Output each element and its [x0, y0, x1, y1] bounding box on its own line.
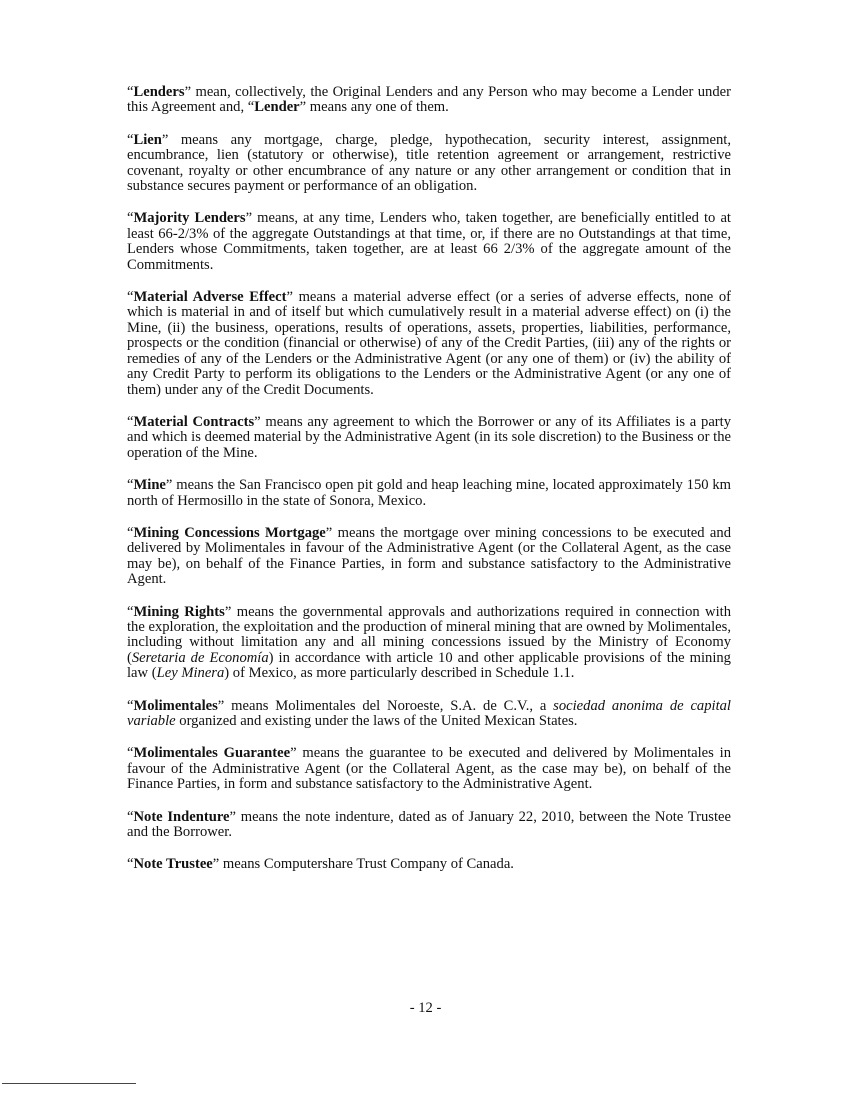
definition-mining-rights: “Mining Rights” means the governmental approvals and authorizations required in connection with the exploration, the exploitation and the production of mineral mining that are owned by Molimentales, including without limitation any and all mining concessions issued by the Ministry of Economy (Seretaria de Economía) in accordance with article 10 and other applicable provisions of the mining law (Ley Minera) of Mexico, as more particularly described in Schedule 1.1.: [127, 603, 731, 682]
definition-text: ) in accordance with article 10 and other applicable provisions of the mining law (: [127, 649, 731, 682]
defined-term: Material Contracts: [133, 413, 255, 430]
definition-molimentales: “Molimentales” means Molimentales del Noroeste, S.A. de C.V., a sociedad anonima de capital variable organized and existing under the laws of the United Mexican States.: [127, 697, 731, 729]
defined-term: Lenders: [133, 84, 185, 100]
definition-italic-text: sociedad anonima de capital variable: [127, 697, 731, 729]
definition-mine: “Mine” means the San Francisco open pit gold and heap leaching mine, located approximately 150 km north of Hermosillo in the state of Sonora, Mexico.: [127, 477, 731, 509]
definition-text: means the note indenture, dated as of January 22, 2010, between the Note Trustee and the Borrower.: [127, 808, 731, 841]
definition-text: means any agreement to which the Borrower or any of its Affiliates is a party and which is deemed material by the Administrative Agent (in its sole discretion) to the Business or the operation of the Mine.: [127, 413, 732, 461]
definition-text: means the mortgage over mining concessions to be executed and delivered by Molimentales in favour of the Administrative Agent (or the Collateral Agent, as the case may be), on behalf of the Finance Parties, in form and substance satisfactory to the Administrative Agent.: [127, 524, 731, 588]
defined-term: Mining Rights: [133, 603, 225, 620]
defined-term: Mine: [133, 477, 166, 494]
definition-italic-text: Seretaria de Economía: [131, 649, 269, 666]
definition-text: means any mortgage, charge, pledge, hypothecation, security interest, assignment, encumbrance, lien (statutory or otherwise), title retention agreement or arrangement, restrictive covenant, royalty or other encumbrance of any nature or any other arrangement or condition that in substance secures payment or performance of an obligation.: [127, 131, 731, 195]
defined-term: Note Trustee: [133, 856, 213, 873]
definition-text: means, at any time, Lenders who, taken together, are beneficially entitled to at least 66-2/3% of the aggregate Outstandings at that time, or, if there are no Outstandings at that time, Lenders whose Commitments, taken together, are at least 66 2/3% of the aggregate amount of the Commitments.: [127, 210, 731, 273]
definition-lenders: “Lenders” mean, collectively, the Original Lenders and any Person who may become a Lender under this Agreement and, “Lender” means any one of them.: [127, 84, 731, 116]
definition-italic-text: Ley Minera: [156, 665, 225, 682]
footer-rule: [2, 1083, 136, 1084]
defined-term: Mining Concessions Mortgage: [133, 524, 326, 541]
definition-text: means the San Francisco open pit gold and heap leaching mine, located approximately 150 km north of Hermosillo in the state of Sonora, Mexico.: [127, 477, 731, 509]
defined-term: Note Indenture: [133, 808, 230, 825]
definition-note-indenture: “Note Indenture” means the note indenture, dated as of January 22, 2010, between the Note Trustee and the Borrower.: [127, 808, 731, 841]
page-number: - 12 -: [409, 1000, 442, 1016]
definition-mining-concessions-mortgage: “Mining Concessions Mortgage” means the mortgage over mining concessions to be executed and delivered by Molimentales in favour of the Administrative Agent (or the Collateral Agent, as the case may be), on behalf of the Finance Parties, in form and substance satisfactory to the Administrative Agent.: [127, 524, 731, 588]
defined-term: Molimentales: [133, 697, 218, 714]
definition-note-trustee: “Note Trustee” means Computershare Trust Company of Canada.: [127, 856, 514, 873]
definition-material-contracts: “Material Contracts” means any agreement to which the Borrower or any of its Affiliates is a party and which is deemed material by the Administrative Agent (in its sole discretion) to the Business or the operation of the Mine.: [127, 413, 732, 461]
definition-text: means a material adverse effect (or a series of adverse effects, none of which is material in and of itself but which cumulatively result in a material adverse effect) on (i) the Mine, (ii) the business, operations, results of operations, assets, properties, liabilities, performance, prospects or the condition (financial or otherwise) of any of the Credit Parties, (iii) any of the rights or remedies of any of the Lenders or the Administrative Agent (or any one of them) or (iv) the ability of any Credit Party to perform its obligations to the Lenders or the Administrative Agent (or any one of them) under any of the Credit Documents.: [127, 289, 731, 398]
definition-material-adverse-effect: “Material Adverse Effect” means a material adverse effect (or a series of adverse effects, none of which is material in and of itself but which cumulatively result in a material adverse effect) on (i) the Mine, (ii) the business, operations, results of operations, assets, properties, liabilities, performance, prospects or the condition (financial or otherwise) of any of the Credit Parties, (iii) any of the rights or remedies of any of the Lenders or the Administrative Agent (or any one of them) or (iv) the ability of any Credit Party to perform its obligations to the Lenders or the Administrative Agent (or any one of them) under any of the Credit Documents.: [127, 289, 731, 398]
definition-majority-lenders: “Majority Lenders” means, at any time, Lenders who, taken together, are beneficially entitled to at least 66-2/3% of the aggregate Outstandings at that time, or, if there are no Outstandings at that time, Lenders whose Commitments, taken together, are at least 66 2/3% of the aggregate amount of the Commitments.: [127, 210, 731, 273]
defined-term: Material Adverse Effect: [133, 289, 287, 306]
definition-text: means the governmental approvals and authorizations required in connection with the exploration, the exploitation and the production of mineral mining that are owned by Molimentales, including without limitation any and all mining concessions issued by the Ministry of Economy (: [127, 603, 731, 666]
defined-term: Molimentales Guarantee: [133, 745, 291, 762]
definitions-list: [127, 85, 731, 890]
definition-text: organized and existing under the laws of the United Mexican States.: [175, 713, 578, 729]
definition-text: means the guarantee to be executed and delivered by Molimentales in favour of the Administrative Agent (or the Collateral Agent, as the case may be), on behalf of the Finance Parties, in form and substance satisfactory to the Administrative Agent.: [127, 745, 731, 793]
definition-text: means Molimentales del Noroeste, S.A. de C.V., a: [224, 697, 554, 714]
definition-text: means Computershare Trust Company of Canada.: [219, 856, 514, 873]
definition-molimentales-guarantee: “Molimentales Guarantee” means the guarantee to be executed and delivered by Molimentales in favour of the Administrative Agent (or the Collateral Agent, as the case may be), on behalf of the Finance Parties, in form and substance satisfactory to the Administrative Agent.: [127, 745, 731, 793]
definition-text: mean, collectively, the Original Lenders and any Person who may become a Lender under this Agreement and, “: [127, 84, 731, 116]
defined-term: Majority Lenders: [133, 210, 246, 227]
defined-term: Lien: [133, 131, 162, 148]
defined-term: Lender: [254, 99, 300, 116]
definition-lien: “Lien” means any mortgage, charge, pledge, hypothecation, security interest, assignment, encumbrance, lien (statutory or otherwise), title retention agreement or arrangement, restrictive covenant, royalty or other encumbrance of any nature or any other arrangement or condition that in substance secures payment or performance of an obligation.: [127, 131, 731, 195]
definition-text: ) of Mexico, as more particularly described in Schedule 1.1.: [224, 665, 575, 682]
definition-text: ” means any one of them.: [299, 99, 449, 116]
